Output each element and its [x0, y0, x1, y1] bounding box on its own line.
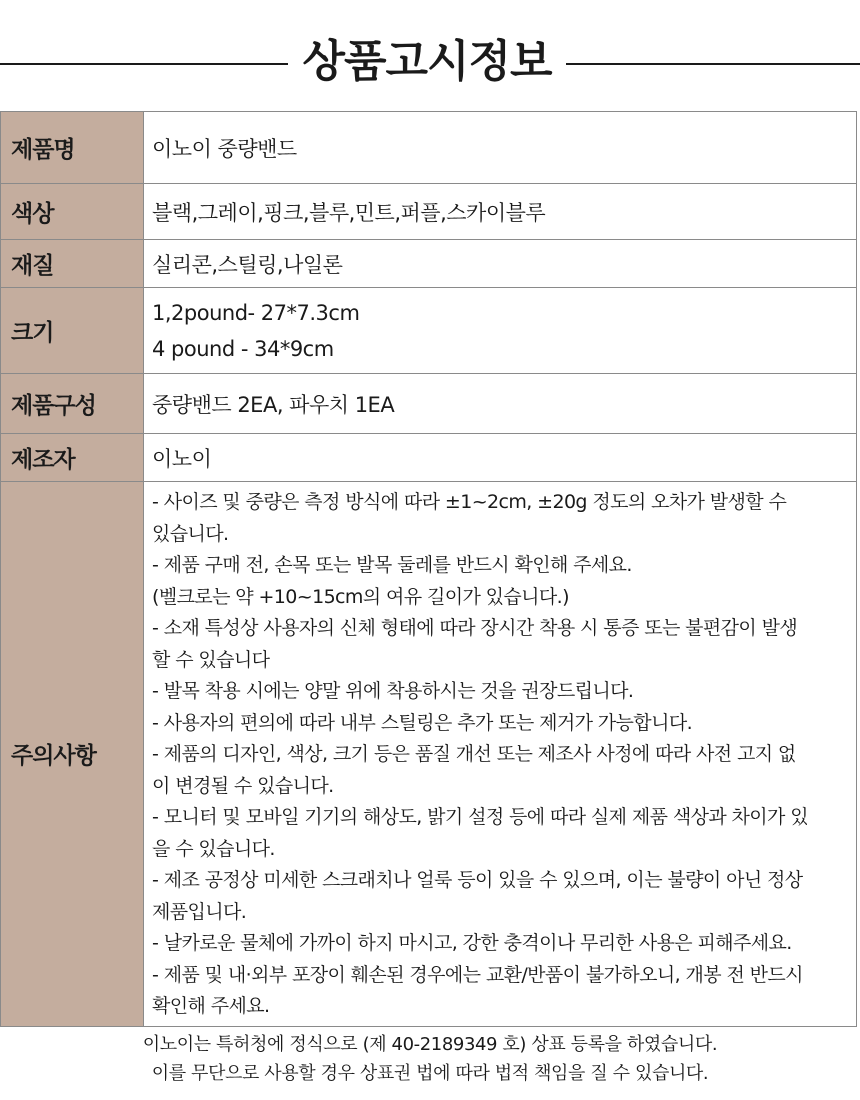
row-color: [1, 184, 857, 240]
notice-line: - 사이즈 및 중량은 측정 방식에 따라 ±1~2cm, ±20g 정도의 오차가 발생할 수: [152, 491, 787, 513]
value-size: [144, 288, 857, 374]
notice-line: - 제품 및 내·외부 포장이 훼손된 경우에는 교환/반품이 불가하오니, 개봉 전 반드시: [152, 963, 803, 986]
label-color: 색상: [1, 184, 144, 240]
label-manufacturer: 제조자: [1, 434, 144, 482]
trademark-line: 이노이는 특허청에 정식으로 (제 40-2189349 호) 상표 등록을 하였습니다.: [142, 1034, 718, 1055]
size-line: 4 pound - 34*9cm: [152, 336, 334, 361]
notice-line: - 제품의 디자인, 색상, 크기 등은 품질 개선 또는 제조사 사정에 따라 사전 고지 없: [152, 743, 796, 765]
label-material: 재질: [1, 240, 144, 288]
notice-line: 있습니다.: [152, 522, 229, 545]
label-size: 크기: [1, 288, 144, 374]
trademark-line: 이를 무단으로 사용할 경우 상표권 법에 따라 법적 책임을 질 수 있습니다.: [151, 1063, 709, 1084]
notice-line: - 발목 착용 시에는 양말 위에 착용하시는 것을 권장드립니다.: [152, 680, 634, 702]
value-notice: [144, 482, 857, 1027]
page-header: [0, 18, 860, 108]
row-manufacturer: [1, 434, 857, 482]
row-notice: [1, 482, 857, 1027]
size-line: 1,2pound- 27*7.3cm: [152, 300, 360, 325]
notice-line: 을 수 있습니다.: [152, 837, 275, 860]
row-material: [1, 240, 857, 288]
page-title: 상품고시정보: [302, 36, 552, 87]
header-divider-left: [0, 63, 288, 65]
row-composition: [1, 374, 857, 434]
notice-line: - 제품 구매 전, 손목 또는 발목 둘레를 반드시 확인해 주세요.: [152, 554, 632, 576]
label-notice: 주의사항: [1, 482, 144, 1027]
notice-line: - 날카로운 물체에 가까이 하지 마시고, 강한 충격이나 무리한 사용은 피해주세요.: [152, 932, 792, 954]
notice-line: - 소재 특성상 사용자의 신체 형태에 따라 장시간 착용 시 통증 또는 불편감이 발생: [152, 617, 798, 639]
row-size: [1, 288, 857, 374]
product-info-table: [0, 111, 857, 1027]
notice-line: 이 변경될 수 있습니다.: [152, 774, 334, 797]
label-composition: 제품구성: [1, 374, 144, 434]
value-material: 실리콘,스틸링,나일론: [144, 240, 857, 288]
row-product-name: [1, 112, 857, 184]
header-divider-right: [566, 63, 860, 65]
notice-line: - 사용자의 편의에 따라 내부 스틸링은 추가 또는 제거가 가능합니다.: [152, 711, 693, 734]
trademark-notice: [0, 1030, 860, 1088]
notice-line: 할 수 있습니다: [152, 648, 270, 671]
value-composition: 중량밴드 2EA, 파우치 1EA: [144, 374, 857, 434]
notice-line: - 제조 공정상 미세한 스크래치나 얼룩 등이 있을 수 있으며, 이는 불량이 아닌 정상: [152, 869, 803, 891]
label-product-name: 제품명: [1, 112, 144, 184]
notice-line: - 모니터 및 모바일 기기의 해상도, 밝기 설정 등에 따라 실제 제품 색상과 차이가 있: [152, 806, 808, 828]
value-product-name: 이노이 중량밴드: [144, 112, 857, 184]
value-manufacturer: 이노이: [144, 434, 857, 482]
notice-line: 제품입니다.: [152, 900, 247, 923]
value-color: 블랙,그레이,핑크,블루,민트,퍼플,스카이블루: [144, 184, 857, 240]
notice-line: 확인해 주세요.: [152, 995, 270, 1017]
notice-line: (벨크로는 약 +10~15cm의 여유 길이가 있습니다.): [152, 585, 569, 608]
